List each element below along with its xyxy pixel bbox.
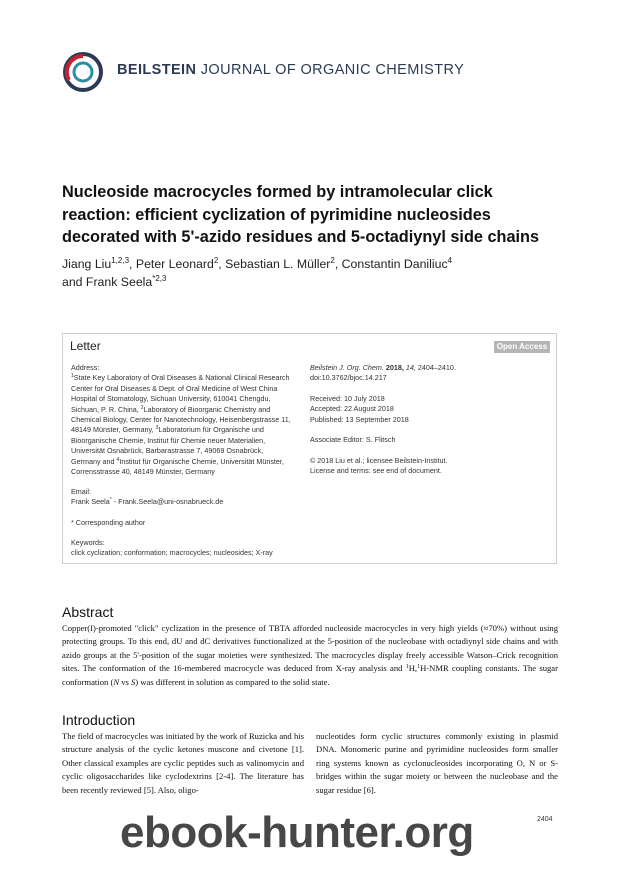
- author-name: Peter Leonard: [135, 257, 214, 271]
- author-name: Jiang Liu: [62, 257, 112, 271]
- dates-block: Received: 10 July 2018 Accepted: 22 August 2018 Published: 13 September 2018: [310, 394, 409, 424]
- introduction-heading: Introduction: [62, 712, 136, 728]
- journal-name: BEILSTEIN JOURNAL OF ORGANIC CHEMISTRY: [117, 62, 465, 78]
- license-block: © 2018 Liu et al.; licensee Beilstein-Institut. License and terms: see end of document.: [310, 456, 550, 477]
- license-link[interactable]: License and terms: see end of document.: [310, 466, 442, 476]
- citation-block: Beilstein J. Org. Chem. 2018, 14, 2404–2410. doi:10.3762/bjoc.14.217: [310, 363, 550, 384]
- doi-link[interactable]: doi:10.3762/bjoc.14.217: [310, 373, 387, 383]
- author-name: Constantin Daniliuc: [341, 257, 448, 271]
- author-email-link[interactable]: Frank.Seela@uni-osnabrueck.de: [118, 497, 224, 507]
- watermark-text: ebook-hunter.org: [120, 808, 474, 857]
- corresponding-note: * Corresponding author: [71, 518, 146, 527]
- abstract-text: Copper(I)-promoted "click" cyclization in the presence of TBTA afforded nucleoside macrocycles in very high yields (≈70%) without using protecting groups. To this end, dU and dC derivatives functionalized at the 5-position of the nucleobase with octadiynyl side chains and with azido groups at the 5'-position of the sugar moieties were synthesized. The macrocycles display freely accessible Watson–Crick recognition sites. The conformation of the 16-membered macrocycle was deduced from X-ray analysis and $^1$H,$^1$H-NMR coupling constants. The sugar conformation (N vs S) was different in solution as compared to the solid state.: [62, 623, 558, 687]
- article-title: Nucleoside macrocycles formed by intramolecular click reaction: efficient cyclization of pyrimidine nucleosides decorated with 5'-azido residues and 5-octadiynyl side chains: [62, 183, 540, 246]
- article-type-label: Letter: [70, 339, 101, 353]
- introduction-column-2: nucleotides form cyclic structures commonly existing in plasmid DNA. Monomeric purine and pyrimidine nucleosides form smaller ring systems known as cyclonucleosides incorporating O, N or S-bridges within the sugar moiety or between the nucleobase and the sugar residue [6].: [316, 731, 558, 795]
- open-access-badge: Open Access: [494, 341, 550, 353]
- associate-editor: Associate Editor: S. Flitsch: [310, 435, 396, 444]
- introduction-column-1: The field of macrocycles was initiated by the work of Ruzicka and his structure analysis of the cyclic ketones muscone and civetone [1]. Other classical examples are cyclic peptides such as valinomycin and cyclic oligosaccharides like cyclodextrins [2-4]. The literature has been recently reviewed [5]. Also, oligo-: [62, 731, 304, 795]
- author-name: and Frank Seela: [62, 275, 153, 289]
- author-name: Sebastian L. Müller: [225, 257, 331, 271]
- page-number: 2404: [537, 816, 553, 823]
- author-list: Jiang Liu$^{1,2,3}$, Peter Leonard$^2$, Sebastian L. Müller$^2$, Constantin Daniliuc$^4$ and Frank Seela$^{*2,3}$: [62, 256, 453, 289]
- address-block: Address: $^1$State Key Laboratory of Oral Diseases & National Clinical Research Center for Oral Diseases & Dept. of Oral Medicine of West China Hospital of Stomatology, Sichuan University, 610041 Chengdu, Sichuan, P. R. China, $^2$Laboratory of Bioorganic Chemistry and Chemical Biology, Center for Nanotechnology, Heisenbergstrasse 11, 48149 Münster, Germany, $^3$Laboratorium für Organische und Bioorganische Chemie, Institut für Chemie neuer Materialien, Universität Osnabrück, Barbarastrasse 7, 49069 Osnabrück, Germany and $^4$Institut für Organische Chemie, Universität Münster, Corrensstrasse 40, 48149 Münster, Germany: [71, 363, 291, 477]
- journal-logo-icon: [62, 51, 104, 93]
- email-block: Email: Frank Seela* - Frank.Seela@uni-osnabrueck.de: [71, 487, 224, 507]
- abstract-heading: Abstract: [62, 604, 114, 620]
- keywords-block: Keywords: click cyclization; conformation; macrocycles; nucleosides; X-ray: [71, 538, 273, 558]
